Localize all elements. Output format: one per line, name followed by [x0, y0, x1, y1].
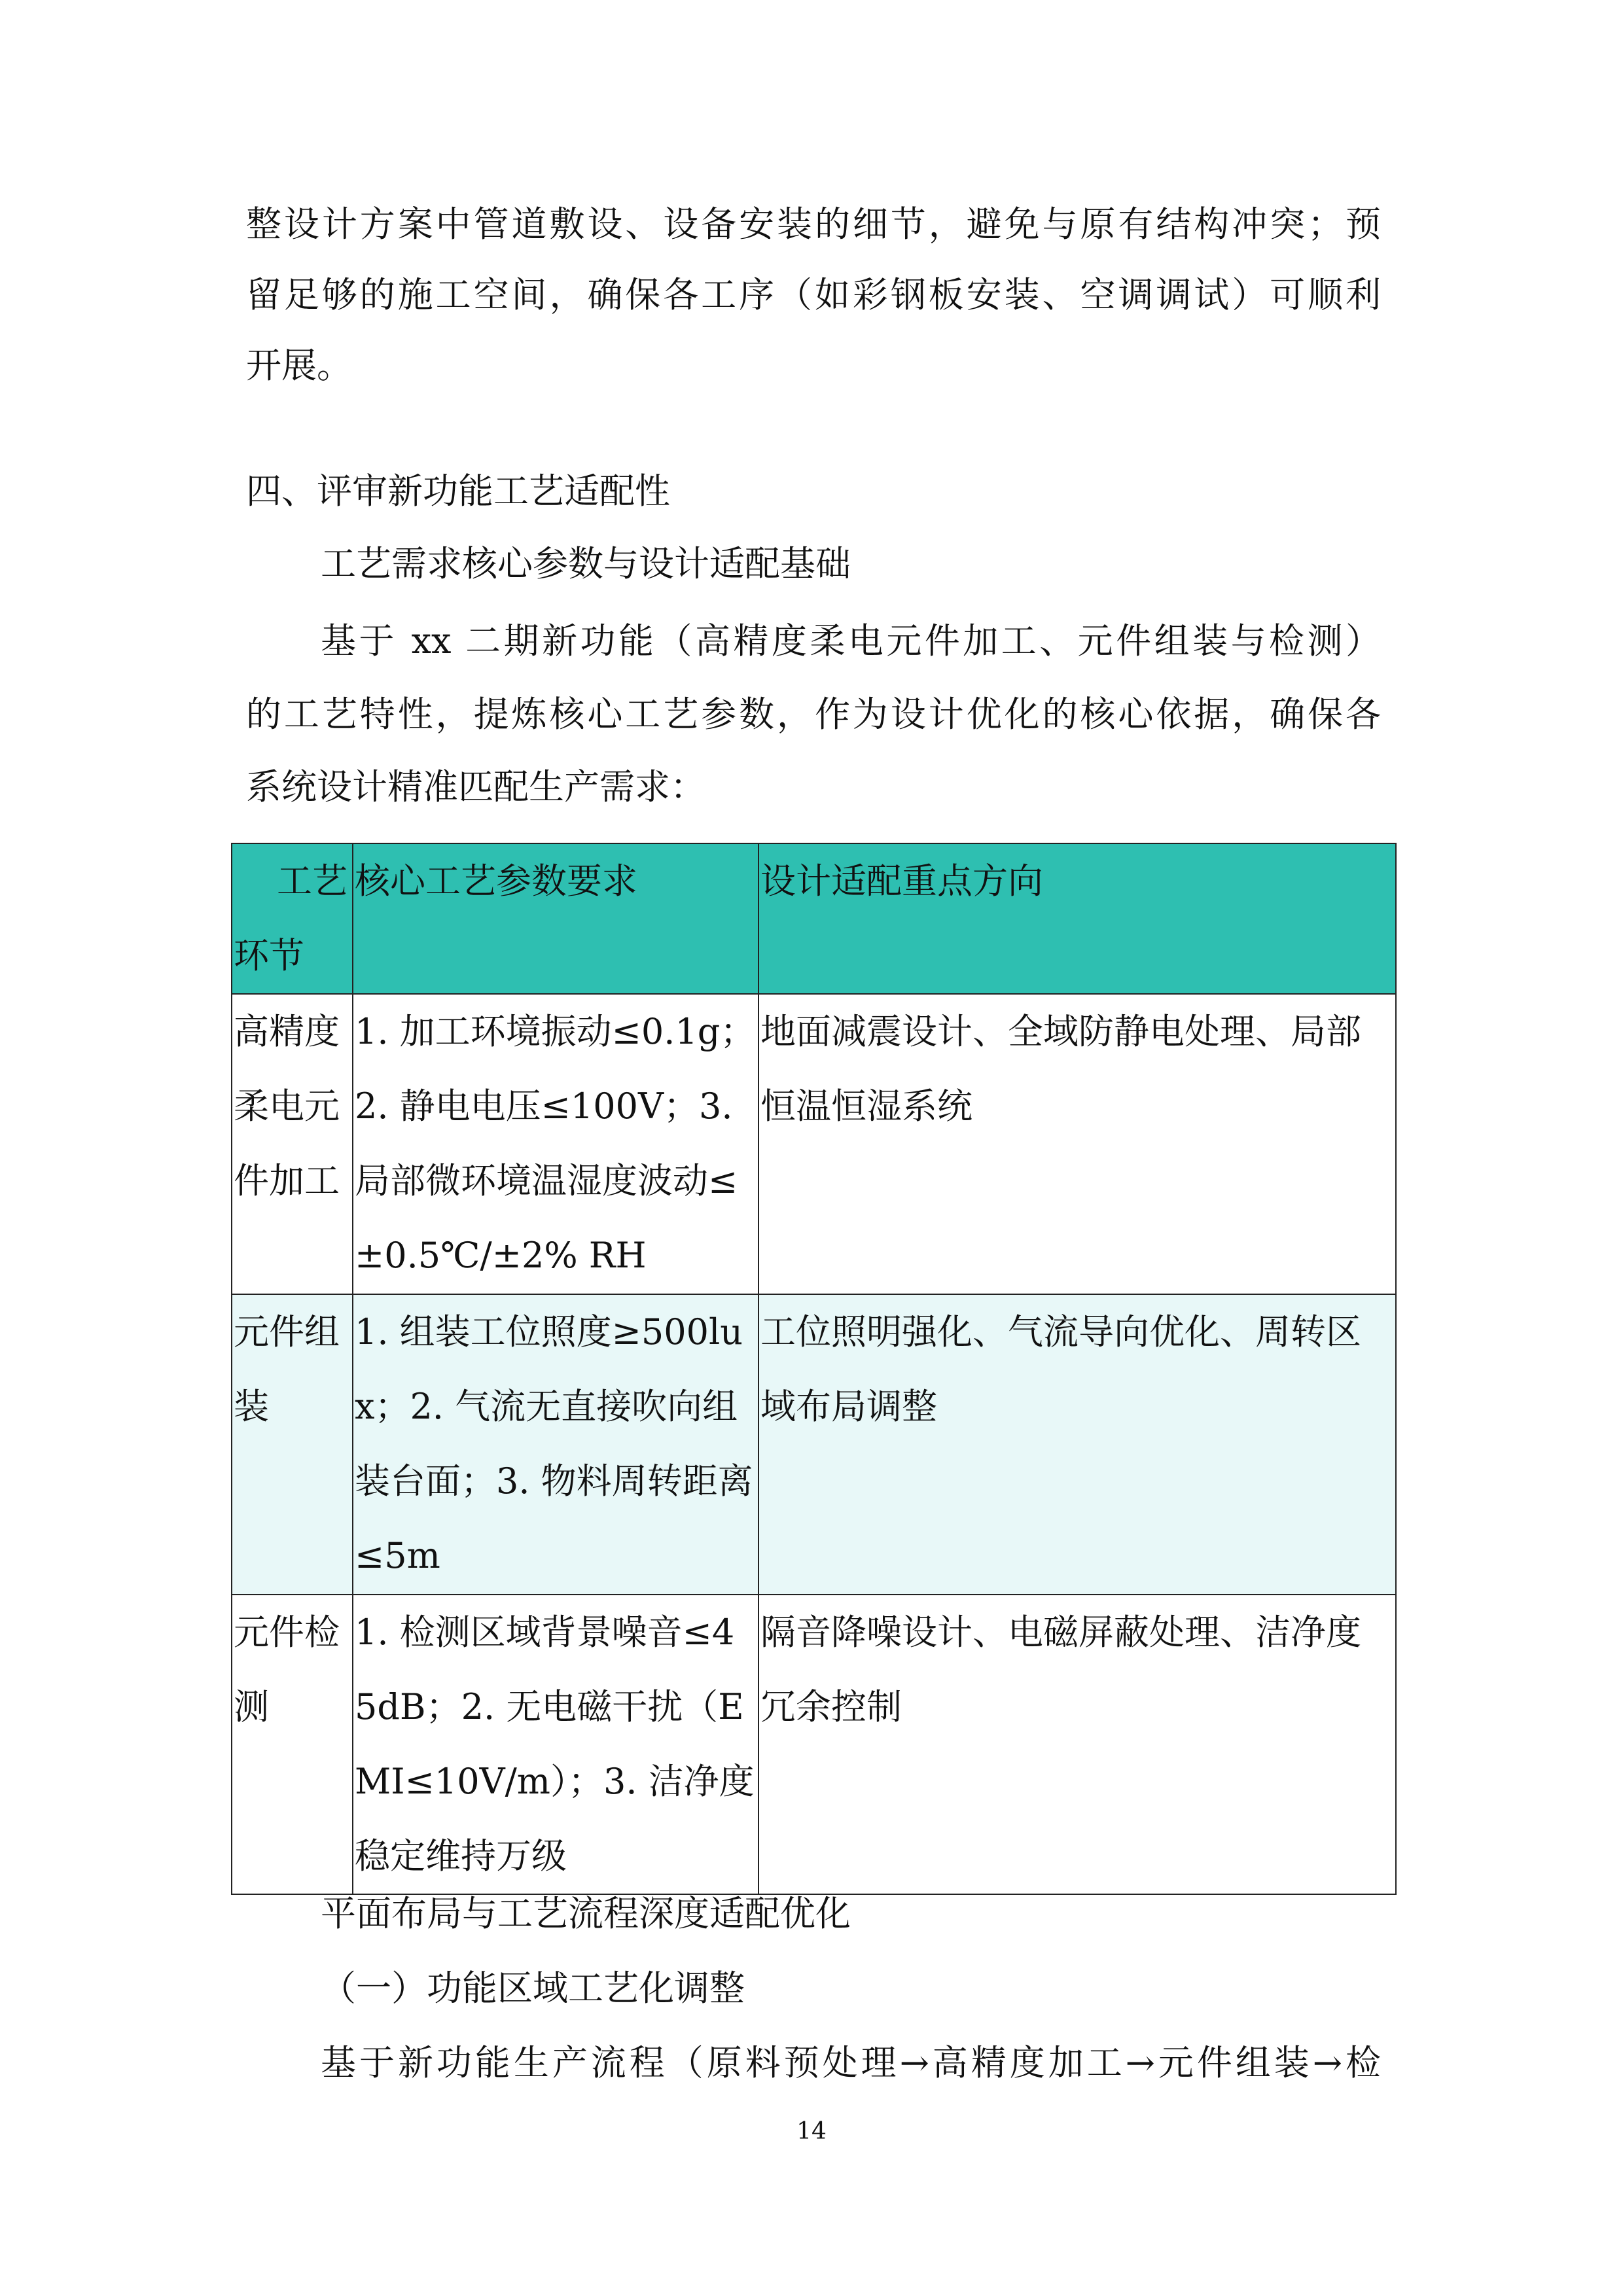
section-heading: 四、评审新功能工艺适配性	[246, 470, 670, 512]
subheading-layout: 平面布局与工艺流程深度适配优化	[321, 1893, 851, 1934]
last-line: 基于新功能生产流程（原料预处理→高精度加工→元件组装→检	[321, 2042, 1381, 2083]
subheading-zone-adjustment: （一）功能区域工艺化调整	[321, 1968, 745, 2009]
intro-line-3: 开展。	[246, 345, 352, 386]
para-line-3: 系统设计精准匹配生产需求：	[246, 766, 705, 807]
cell-params: 1. 检测区域背景噪音≤45dB；2. 无电磁干扰（EMI≤10V/m）；3. 洁净度稳定维持万级	[353, 1595, 758, 1894]
para-line-1: 基于 xx 二期新功能（高精度柔电元件加工、元件组装与检测）	[321, 620, 1381, 662]
cell-params: 1. 组装工位照度≥500lux；2. 气流无直接吹向组装台面；3. 物料周转距离≤5m	[353, 1294, 758, 1595]
cell-focus: 地面减震设计、全域防静电处理、局部恒温恒湿系统	[758, 994, 1396, 1294]
cell-stage: 元件组装	[232, 1294, 353, 1595]
page-number: 14	[796, 2118, 827, 2145]
intro-line-1: 整设计方案中管道敷设、设备安装的细节，避免与原有结构冲突；预	[246, 203, 1381, 245]
table-row	[232, 1595, 1396, 1894]
cell-stage: 高精度柔电元件加工	[232, 994, 353, 1294]
table-header-row	[232, 843, 1396, 994]
intro-line-2: 留足够的施工空间，确保各工序（如彩钢板安装、空调调试）可顺利	[246, 274, 1381, 315]
process-parameter-table	[231, 843, 1397, 1895]
subheading-core-params: 工艺需求核心参数与设计适配基础	[321, 543, 851, 584]
para-line-2: 的工艺特性，提炼核心工艺参数，作为设计优化的核心依据，确保各	[246, 694, 1381, 735]
cell-focus: 工位照明强化、气流导向优化、周转区域布局调整	[758, 1294, 1396, 1595]
table-row	[232, 994, 1396, 1294]
header-params: 核心工艺参数要求	[353, 843, 758, 994]
header-focus: 设计适配重点方向	[758, 843, 1396, 994]
cell-params: 1. 加工环境振动≤0.1g；2. 静电电压≤100V；3. 局部微环境温湿度波动≤±0.5℃/±2% RH	[353, 994, 758, 1294]
cell-stage: 元件检测	[232, 1595, 353, 1894]
table-row	[232, 1294, 1396, 1595]
header-stage: 工艺环节	[232, 843, 353, 994]
cell-focus: 隔音降噪设计、电磁屏蔽处理、洁净度冗余控制	[758, 1595, 1396, 1894]
